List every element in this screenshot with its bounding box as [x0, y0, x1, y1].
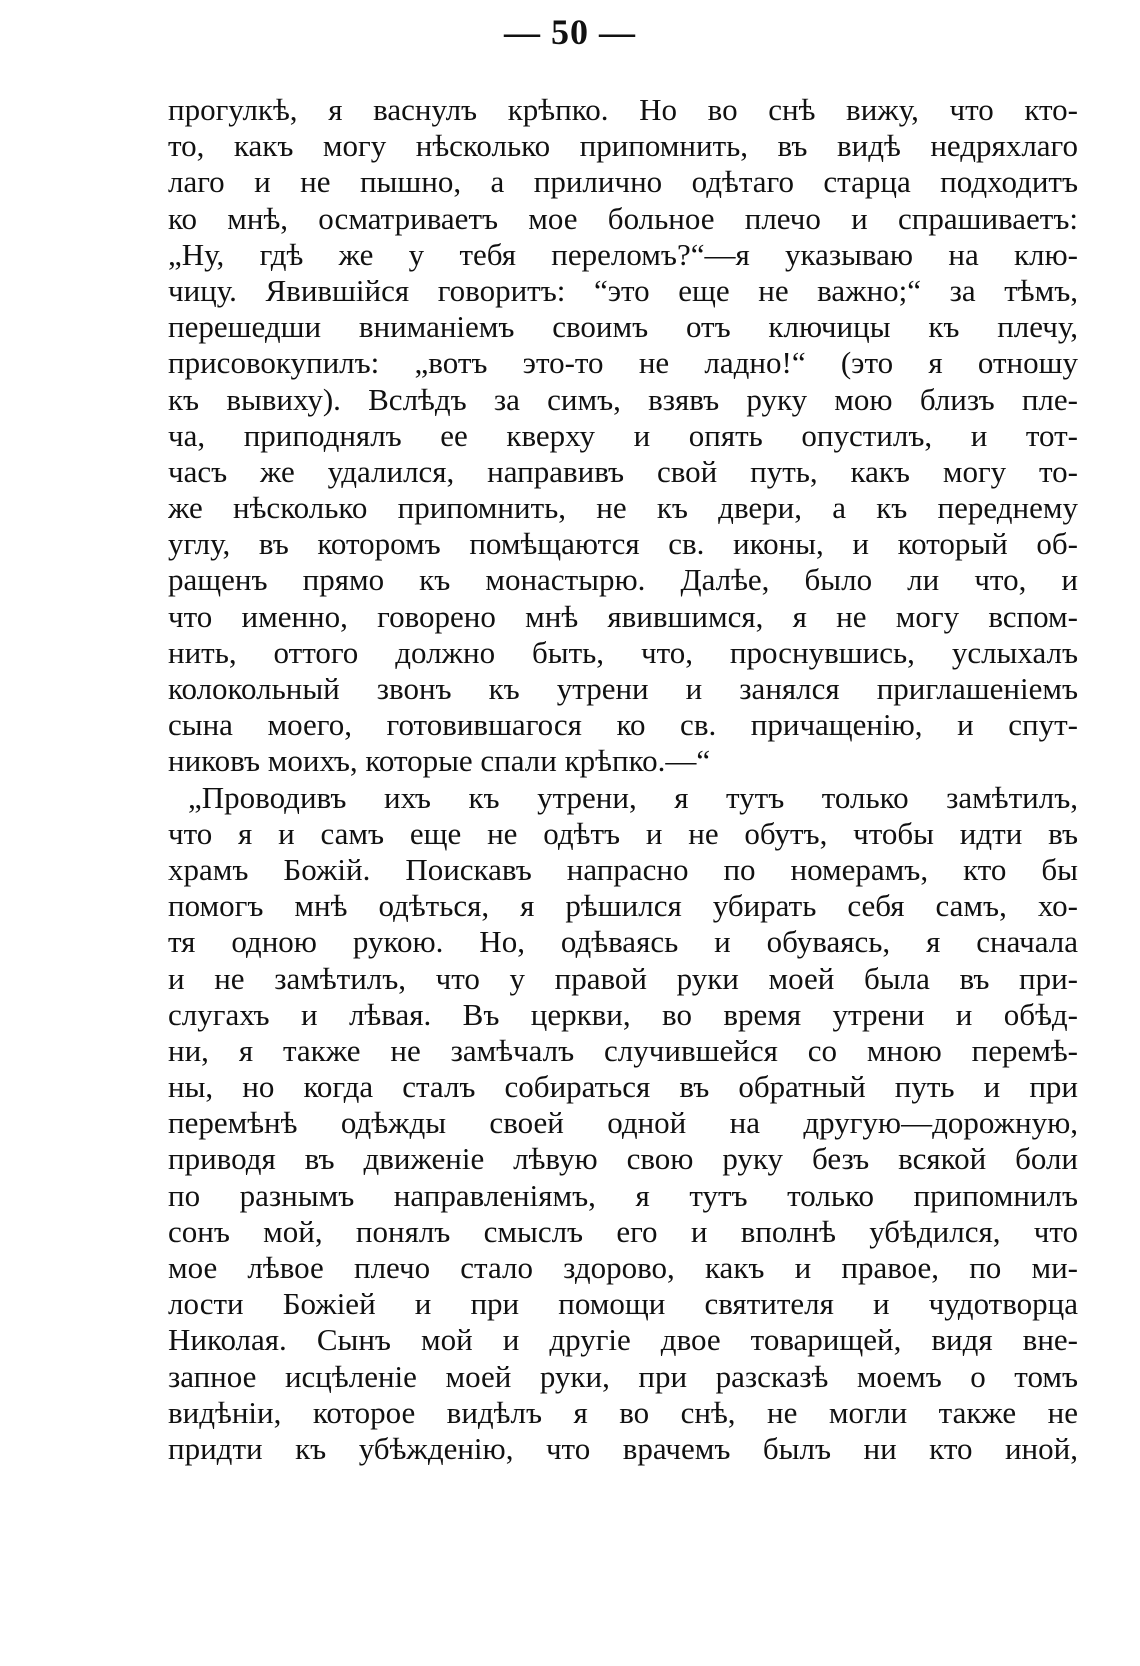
text-line: тя одною рукою. Но, одѣваясь и обуваясь, я сначала — [168, 924, 1078, 960]
text-line: прогулкѣ, я васнулъ крѣпко. Но во снѣ вижу, что кто- — [168, 92, 1078, 127]
text-line: и не замѣтилъ, что у правой руки моей была въ при- — [168, 960, 1078, 996]
text-line: перемѣнѣ одѣжды своей одной на другую—дорожную, — [168, 1105, 1078, 1141]
text-line: ко мнѣ, осматриваетъ мое больное плечо и спрашиваетъ: — [168, 200, 1078, 236]
text-line: ращенъ прямо къ монастырю. Далѣе, было ли что, и — [168, 562, 1078, 598]
text-line: же нѣсколько припомнить, не къ двери, а къ переднему — [168, 490, 1078, 526]
text-line: то, какъ могу нѣсколько припомнить, въ видѣ недряхлаго — [168, 128, 1078, 164]
text-line: ны, но когда сталъ собираться въ обратный путь и при — [168, 1069, 1078, 1105]
text-line: „Ну, гдѣ же у тебя переломъ?“—я указываю на клю- — [168, 236, 1078, 272]
text-line: перешедши вниманіемъ своимъ отъ ключицы къ плечу, — [168, 309, 1078, 345]
text-line: ча, приподнялъ ее кверху и опять опустилъ, и тот- — [168, 417, 1078, 453]
text-line: что именно, говорено мнѣ явившимся, я не могу вспом- — [168, 598, 1078, 634]
text-line: углу, въ которомъ помѣщаются св. иконы, и который об- — [168, 526, 1078, 562]
text-line: чицу. Явившійся говоритъ: “это еще не важно;“ за тѣмъ, — [168, 272, 1078, 308]
text-line: колокольный звонъ къ утрени и занялся приглашеніемъ — [168, 671, 1078, 706]
text-line: Николая. Сынъ мой и другіе двое товарищей, видя вне- — [168, 1322, 1078, 1358]
text-line: часъ же удалился, направивъ свой путь, какъ могу то- — [168, 453, 1078, 489]
text-line: никовъ моихъ, которые спали крѣпко.—“ — [168, 743, 711, 779]
text-line: лаго и не пышно, а прилично одѣтаго старца подходитъ — [168, 164, 1078, 200]
text-line: сонъ мой, понялъ смыслъ его и вполнѣ убѣдился, что — [168, 1213, 1078, 1249]
text-line: придти къ убѣжденію, что врачемъ былъ ни кто иной, — [168, 1430, 1078, 1466]
text-line: храмъ Божій. Поискавъ напрасно по номерамъ, кто бы — [168, 851, 1078, 887]
page-text — [168, 92, 1078, 1467]
text-line: слугахъ и лѣвая. Въ церкви, во время утрени и обѣд- — [168, 996, 1078, 1032]
text-line: запное исцѣленіе моей руки, при разсказѣ моемъ о томъ — [168, 1358, 1078, 1394]
text-line: нить, оттого должно быть, что, проснувшись, услыхалъ — [168, 634, 1078, 670]
text-line: видѣніи, которое видѣлъ я во снѣ, не могли также не — [168, 1394, 1078, 1430]
text-line: приводя въ движеніе лѣвую свою руку безъ всякой боли — [168, 1141, 1078, 1177]
text-line: присовокупилъ: „вотъ это-то не ладно!“ (это я отношу — [168, 345, 1078, 381]
text-line: лости Божіей и при помощи святителя и чудотворца — [168, 1286, 1078, 1322]
text-line: сына моего, готовившагося ко св. причащенію, и спут- — [168, 707, 1078, 743]
text-line: что я и самъ еще не одѣтъ и не обутъ, чтобы идти въ — [168, 815, 1078, 851]
text-line: помогъ мнѣ одѣться, я рѣшился убирать себя самъ, хо- — [168, 888, 1078, 924]
text-line: „Проводивъ ихъ къ утрени, я тутъ только замѣтилъ, — [188, 779, 1078, 815]
text-line: мое лѣвое плечо стало здорово, какъ и правое, по ми- — [168, 1250, 1078, 1285]
text-line: къ вывиху). Вслѣдъ за симъ, взявъ руку мою близъ пле- — [168, 381, 1078, 417]
text-line: по разнымъ направленіямъ, я тутъ только припомнилъ — [168, 1177, 1078, 1213]
page-number: — 50 — — [504, 12, 636, 52]
text-line: ни, я также не замѣчалъ случившейся со мною перемѣ- — [168, 1032, 1078, 1068]
